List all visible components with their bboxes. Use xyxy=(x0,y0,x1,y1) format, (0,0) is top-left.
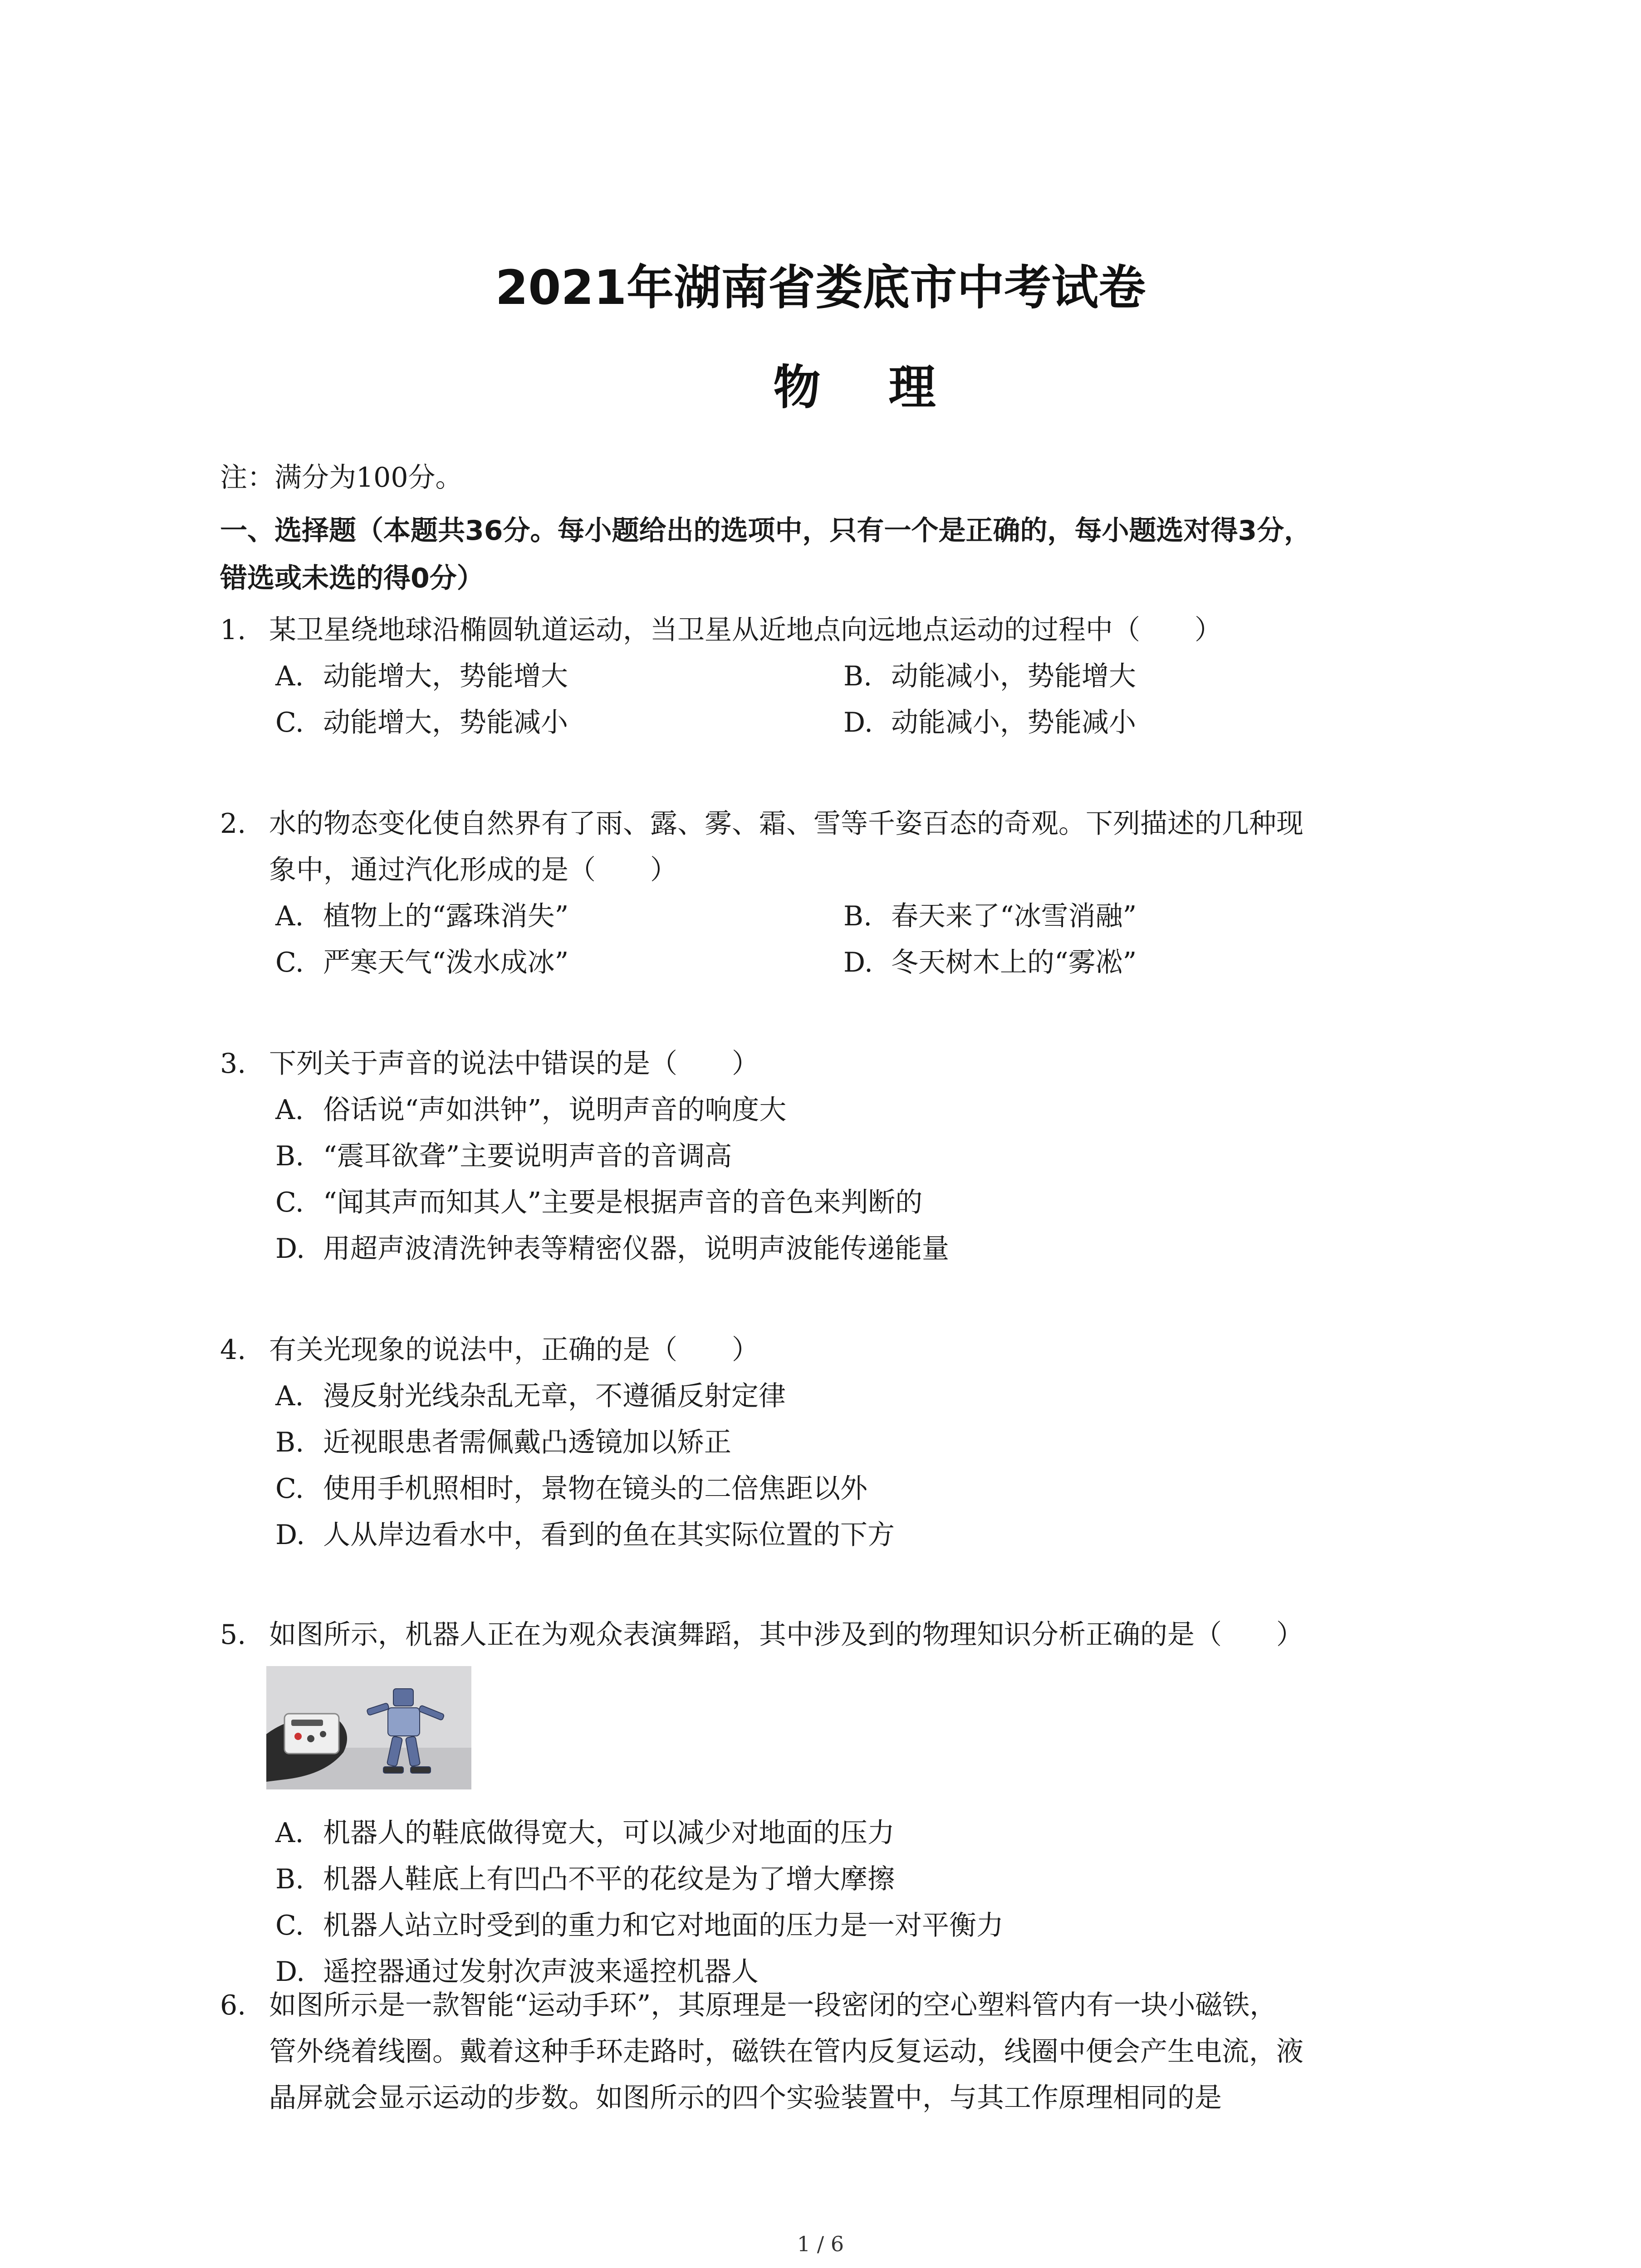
option-c: C. 使用手机照相时，景物在镜头的二倍焦距以外 xyxy=(275,1473,867,1505)
option-d: D. 用超声波清洗钟表等精密仪器，说明声波能传递能量 xyxy=(275,1233,949,1265)
score-note: 注：满分为100分。 xyxy=(220,462,463,494)
question-number: 1. xyxy=(220,614,246,646)
question-stem xyxy=(220,1982,1454,2121)
stem-line: 如图所示，机器人正在为观众表演舞蹈，其中涉及到的物理知识分析正确的是（ ） xyxy=(269,1619,1303,1651)
options-grid xyxy=(220,653,1454,746)
option-a: A. 俗话说“声如洪钟”，说明声音的响度大 xyxy=(275,1094,787,1126)
option-d: D. 人从岸边看水中，看到的鱼在其实际位置的下方 xyxy=(275,1519,895,1551)
subject-title: 物理 xyxy=(773,360,1004,415)
option-b: B. 近视眼患者需佩戴凸透镜加以矫正 xyxy=(275,1427,731,1458)
question-stem xyxy=(220,801,1454,893)
page-number: 1 / 6 xyxy=(797,2232,844,2256)
option-c: C. 动能增大，势能减小 xyxy=(275,707,568,738)
option-c: C. “闻其声而知其人”主要是根据声音的音色来判断的 xyxy=(275,1187,923,1218)
options-grid xyxy=(220,893,1454,986)
options-list xyxy=(220,1373,1454,1558)
question-number: 4. xyxy=(220,1334,246,1366)
question-5 xyxy=(220,1612,1454,1995)
question-4 xyxy=(220,1327,1454,1558)
stem-line: 如图所示是一款智能“运动手环”，其原理是一段密闭的空心塑料管内有一块小磁铁， xyxy=(269,1989,1277,2021)
option-b: B. “震耳欲聋”主要说明声音的音调高 xyxy=(275,1140,732,1172)
stem-line: 有关光现象的说法中，正确的是（ ） xyxy=(269,1334,759,1366)
robot-dance-photo xyxy=(266,1666,471,1789)
question-stem xyxy=(220,607,1454,653)
question-number: 2. xyxy=(220,808,246,840)
question-1 xyxy=(220,607,1454,746)
option-c: C. 机器人站立时受到的重力和它对地面的压力是一对平衡力 xyxy=(275,1910,1004,1941)
option-a: A. 植物上的“露珠消失” xyxy=(275,900,569,932)
question-number: 6. xyxy=(220,1989,246,2021)
option-a: A. 动能增大，势能增大 xyxy=(275,660,568,692)
section-heading-line-2: 错选或未选的得0分） xyxy=(220,562,484,594)
option-a: A. 机器人的鞋底做得宽大，可以减少对地面的压力 xyxy=(275,1817,895,1849)
stem-line: 象中，通过汽化形成的是（ ） xyxy=(269,854,677,886)
stem-line: 管外绕着线圈。戴着这种手环走路时，磁铁在管内反复运动，线圈中便会产生电流，液 xyxy=(269,2036,1303,2068)
exam-title: 2021年湖南省娄底市中考试卷 xyxy=(495,260,1146,315)
question-stem xyxy=(220,1612,1454,1658)
question-6 xyxy=(220,1982,1454,2121)
option-a: A. 漫反射光线杂乱无章，不遵循反射定律 xyxy=(275,1380,786,1412)
stem-line: 晶屏就会显示运动的步数。如图所示的四个实验装置中，与其工作原理相同的是 xyxy=(269,2082,1222,2114)
options-list xyxy=(220,1087,1454,1272)
question-3 xyxy=(220,1041,1454,1272)
option-b: B. 机器人鞋底上有凹凸不平的花纹是为了增大摩擦 xyxy=(275,1863,895,1895)
question-2 xyxy=(220,801,1454,986)
option-b: B. 春天来了“冰雪消融” xyxy=(843,900,1137,932)
stem-line: 下列关于声音的说法中错误的是（ ） xyxy=(269,1048,759,1080)
section-heading xyxy=(220,507,1454,602)
question-number: 5. xyxy=(220,1619,246,1651)
stem-line: 水的物态变化使自然界有了雨、露、雾、霜、雪等千姿百态的奇观。下列描述的几种现 xyxy=(269,808,1303,840)
section-heading-line-1: 一、选择题（本题共36分。每小题给出的选项中，只有一个是正确的，每小题选对得3分， xyxy=(220,515,1312,547)
options-list xyxy=(220,1810,1454,1995)
option-d: D. 冬天树木上的“雾凇” xyxy=(843,947,1137,978)
option-c: C. 严寒天气“泼水成冰” xyxy=(275,947,569,978)
stem-line: 某卫星绕地球沿椭圆轨道运动，当卫星从近地点向远地点运动的过程中（ ） xyxy=(269,614,1222,646)
question-number: 3. xyxy=(220,1048,246,1080)
option-b: B. 动能减小，势能增大 xyxy=(843,660,1136,692)
question-stem xyxy=(220,1041,1454,1087)
option-d: D. 动能减小，势能减小 xyxy=(843,707,1136,738)
option-d: D. 遥控器通过发射次声波来遥控机器人 xyxy=(275,1956,759,1988)
question-stem xyxy=(220,1327,1454,1373)
